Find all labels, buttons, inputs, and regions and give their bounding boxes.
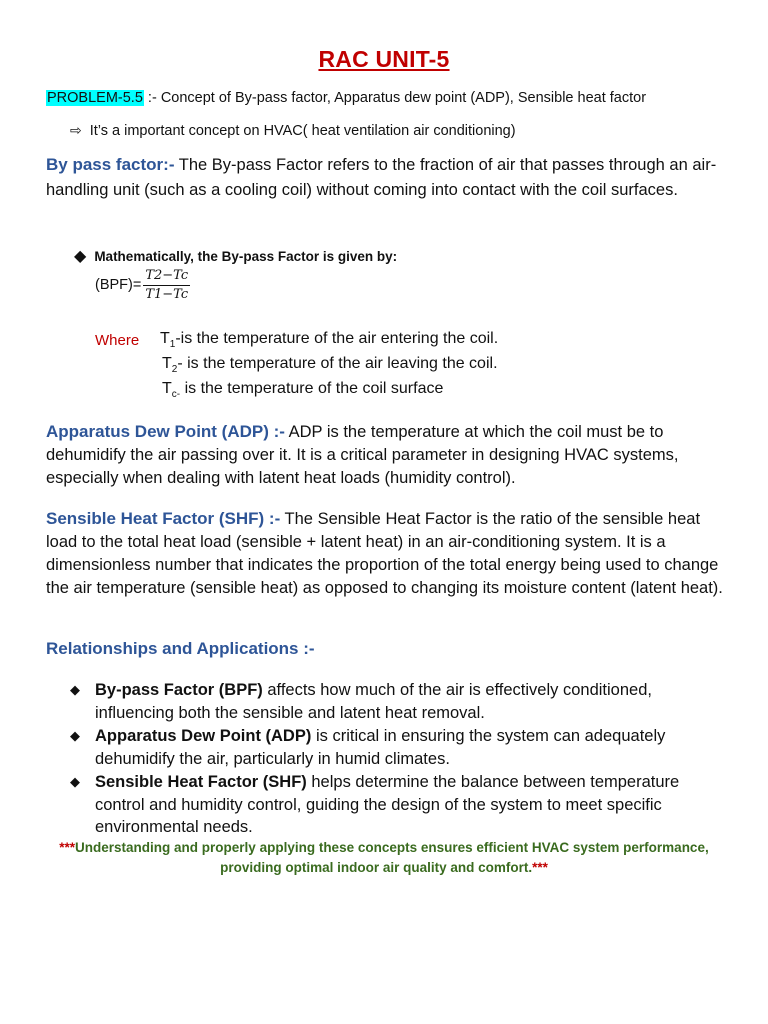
- diamond-bullet-icon: ◆: [70, 682, 80, 697]
- shf-paragraph: [46, 507, 726, 600]
- arrow-note-text: It’s a important concept on HVAC( heat ventilation air conditioning): [89, 123, 516, 139]
- adp-heading: Apparatus Dew Point (ADP) :-: [46, 422, 285, 441]
- math-bullet-text: Mathematically, the By-pass Factor is given by:: [94, 249, 398, 264]
- stars-close: ***: [532, 860, 548, 875]
- page-title: RAC UNIT-5: [318, 46, 450, 72]
- where-line-t2: $T_2-$ is the temperature of the air leaving the coil.: [162, 355, 498, 376]
- formula-denominator: T1−Tc: [145, 287, 189, 302]
- problem-label: PROBLEM-5.5: [47, 90, 143, 106]
- list-item: ◆ By-pass Factor (BPF) affects how much of the air is effectively conditioned, influencing both the sensible and latent heat removal.: [70, 681, 652, 722]
- relationships-heading: Relationships and Applications :-: [46, 639, 315, 658]
- bypass-text: The By-pass Factor refers to the fraction of air that passes through an air-handling unit (such as a cooling coil) without coming into contact with the coil surfaces.: [46, 156, 717, 199]
- list-item: ◆ Apparatus Dew Point (ADP) is critical in ensuring the system can adequately dehumidify the air, particularly in humid climates.: [70, 727, 666, 768]
- conclusion-note: [46, 838, 722, 878]
- bypass-heading: By pass factor:-: [46, 155, 175, 174]
- right-arrow-icon: ⇨: [70, 122, 82, 138]
- stars-open: ***: [59, 840, 76, 855]
- adp-paragraph: [46, 420, 726, 490]
- shf-text: The Sensible Heat Factor is the ratio of the sensible heat load to the total heat load (sensible + latent heat) in an air-conditioning system. It is a dimensionless number that indicates the proportion of the total energy being used to change the air temperature (sensible heat) as opposed to changing its moisture content (latent heat).: [46, 510, 723, 597]
- list-item: ◆ Sensible Heat Factor (SHF) helps determine the balance between temperature control and humidity control, guiding the design of the system to meet specific environmental needs.: [70, 773, 680, 836]
- formula-fraction: [143, 268, 190, 302]
- where-line-t1: $T_1-is$ the temperature of the air entering the coil.: [160, 330, 499, 351]
- diamond-bullet-icon: ◆: [74, 248, 87, 265]
- formula-lhs: (BPF)=: [95, 277, 142, 293]
- bpf-formula: [95, 268, 190, 302]
- math-bullet: [74, 246, 397, 266]
- diamond-bullet-icon: ◆: [70, 728, 80, 743]
- arrow-note: [70, 122, 516, 139]
- bypass-paragraph: [46, 153, 726, 202]
- diamond-bullet-icon: ◆: [70, 774, 80, 789]
- conclusion-text: Understanding and properly applying these concepts ensures efficient HVAC system performance, providing optimal indoor air quality and comfort.: [75, 840, 709, 875]
- relationships-list: [70, 679, 730, 840]
- where-label: Where: [95, 332, 140, 349]
- problem-text: :- Concept of By-pass factor, Apparatus dew point (ADP), Sensible heat factor: [143, 90, 647, 106]
- adp-text: ADP is the temperature at which the coil must be to dehumidify the air passing over it. It is a critical parameter in designing HVAC systems, especially when dealing with latent heat loads (humidity control).: [46, 423, 679, 487]
- formula-numerator: T2−Tc: [143, 268, 190, 286]
- where-line-tc: $T_{c-}$ is the temperature of the coil surface: [162, 380, 444, 401]
- shf-heading: Sensible Heat Factor (SHF) :-: [46, 509, 281, 528]
- problem-statement: [46, 90, 646, 106]
